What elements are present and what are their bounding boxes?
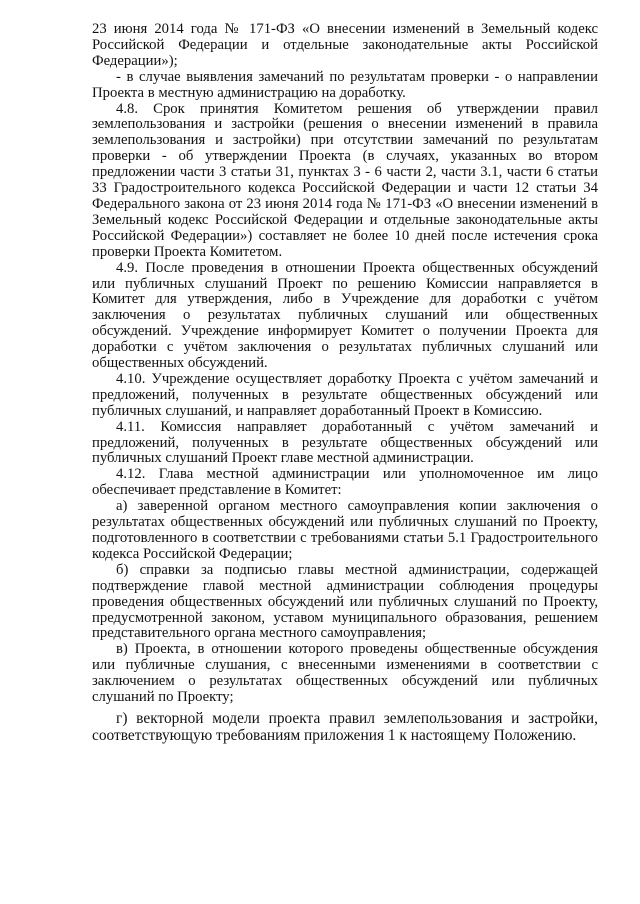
paragraph-4-11: 4.11. Комиссия направляет доработанный с учётом замечаний и предложений, полученных в результате общественных обсуждений или публичных слушаний Проект главе местной администрации. <box>92 418 598 467</box>
document-body <box>92 22 598 744</box>
paragraph-continuation: 23 июня 2014 года № 171-ФЗ «О внесении изменений в Земельный кодекс Российской Федерации и отдельные законодательные акты Российской Федерации»); <box>92 21 598 69</box>
list-item-a: а) заверенной органом местного самоуправления копии заключения о результатах общественных обсуждений или публичных слушаний по Проекту, подготовленного в соответствии с требованиями статьи 5.1 Градостроительного кодекса Российской Федерации; <box>92 498 598 562</box>
list-item-g: г) векторной модели проекта правил землепользования и застройки, соответствующую требованиям приложения 1 к настоящему Положению. <box>92 709 598 744</box>
list-item-v: в) Проекта, в отношении которого проведены общественные обсуждения или публичные слушания, с внесенными изменениями в соответствии с заключением о результатах общественных обсуждений или публичных слушаний по Проекту; <box>92 641 598 706</box>
paragraph-4-12: 4.12. Глава местной администрации или уполномоченное им лицо обеспечивает представление в Комитет: <box>92 466 598 499</box>
paragraph-4-10: 4.10. Учреждение осуществляет доработку Проекта с учётом замечаний и предложений, полученных в результате общественных обсуждений или публичных слушаний, и направляет доработанный Проект в Комиссию. <box>92 370 598 419</box>
paragraph-4-8: 4.8. Срок принятия Комитетом решения об утверждении правил землепользования и застройки (решения о внесении изменений в правила землепользования и застройки) при отсутствии замечаний по результатам проверки - об утверждении Проекта (в случаях, указанных во втором предложении части 3 статьи 31, пунктах 3 - 6 части 2, части 3.1, части 6 статьи 33 Градостроительного кодекса Российской Федерации и части 12 статьи 34 Федерального закона от 23 июня 2014 года № 171-ФЗ «О внесении изменений в Земельный кодекс Российской Федерации и отдельные законодательные акты Российской Федерации») составляет не более 10 дней после истечения срока проверки Проекта Комитетом. <box>92 100 598 260</box>
paragraph-remarks-case: - в случае выявления замечаний по результатам проверки - о направлении Проекта в местную администрацию на доработку. <box>92 68 598 101</box>
paragraph-4-9: 4.9. После проведения в отношении Проекта общественных обсуждений или публичных слушаний Проект по решению Комиссии направляется в Комитет для утверждения, либо в Учреждение для доработки с учётом заключения о результатах публичных слушаний или общественных обсуждений. Учреждение информирует Комитет о получении Проекта для доработки с учётом заключения о результатах публичных слушаний или общественных обсуждений. <box>92 259 598 372</box>
list-item-b: б) справки за подписью главы местной администрации, содержащей подтверждение главой местной администрации соблюдения процедуры проведения общественных обсуждений или публичных слушаний по Проекту, предусмотренной законом, уставом муниципального образования, решением представительного органа местного самоуправления; <box>92 561 598 642</box>
